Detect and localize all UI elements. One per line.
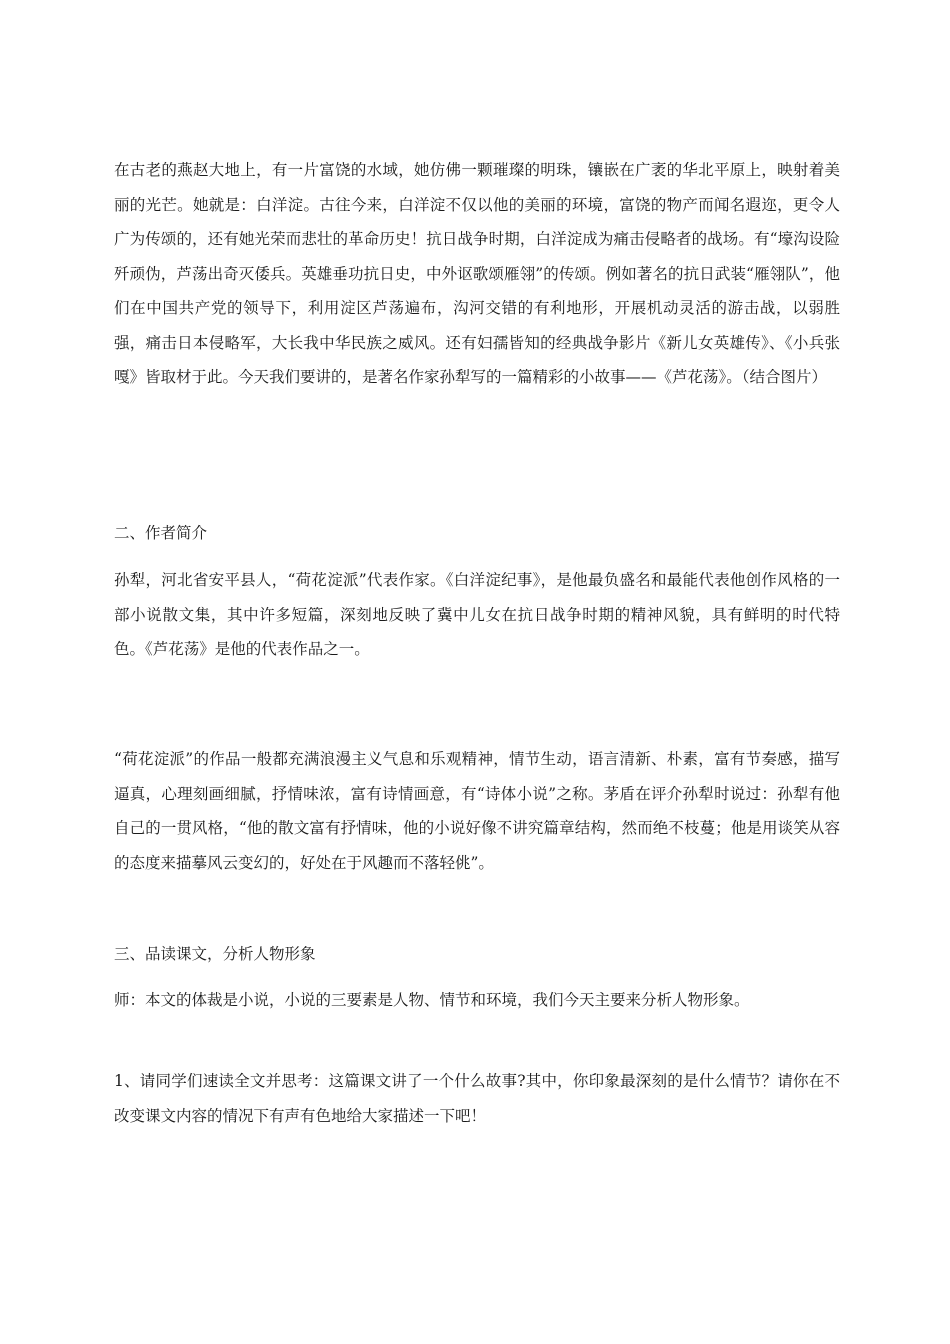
question-paragraph: 1、请同学们速读全文并思考：这篇课文讲了一个什么故事?其中，你印象最深刻的是什么情节？请你在不改变课文内容的情况下有声有色地给大家描述一下吧！ — [114, 1072, 840, 1125]
author-section-heading: 二、作者简介 — [114, 524, 208, 542]
reading-section-heading: 三、品读课文，分析人物形象 — [114, 945, 316, 963]
author-intro-paragraph: 孙犁，河北省安平县人，“荷花淀派”代表作家。《白洋淀纪事》，是他最负盛名和最能代表他创作风格的一部小说散文集，其中许多短篇，深刻地反映了冀中儿女在抗日战争时期的精神风貌，具有鲜明的时代特色。《芦花荡》是他的代表作品之一。 — [114, 571, 840, 658]
intro-paragraph: 在古老的燕赵大地上，有一片富饶的水域，她仿佛一颗璀璨的明珠，镶嵌在广袤的华北平原上，映射着美丽的光芒。她就是：白洋淀。古往今来，白洋淀不仅以他的美丽的环境，富饶的物产而闻名遐迩，更令人广为传颂的，还有她光荣而悲壮的革命历史！抗日战争时期，白洋淀成为痛击侵略者的战场。有“壕沟设险歼顽伪，芦荡出奇灭倭兵。英雄垂功抗日史，中外讴歌颂雁翎”的传颂。例如著名的抗日武装“雁翎队”，他们在中国共产党的领导下，利用淀区芦荡遍布，沟河交错的有利地形，开展机动灵活的游击战，以弱胜强，痛击日本侵略军，大长我中华民族之威风。还有妇孺皆知的经典战争影片《新儿女英雄传》、《小兵张嘎》皆取材于此。今天我们要讲的，是著名作家孙犁写的一篇精彩的小故事——《芦花荡》。（结合图片） — [114, 161, 840, 386]
teacher-remark-paragraph: 师：本文的体裁是小说，小说的三要素是人物、情节和环境，我们今天主要来分析人物形象。 — [114, 991, 750, 1009]
school-style-paragraph: “荷花淀派”的作品一般都充满浪漫主义气息和乐观精神，情节生动，语言清新、朴素，富有节奏感，描写逼真，心理刻画细腻，抒情味浓，富有诗情画意，有“诗体小说”之称。茅盾在评介孙犁时说过：孙犁有他自己的一贯风格，“他的散文富有抒情味，他的小说好像不讲究篇章结构，然而绝不枝蔓；他是用谈笑从容的态度来描摹风云变幻的，好处在于风趣而不落轻佻”。 — [114, 750, 840, 872]
